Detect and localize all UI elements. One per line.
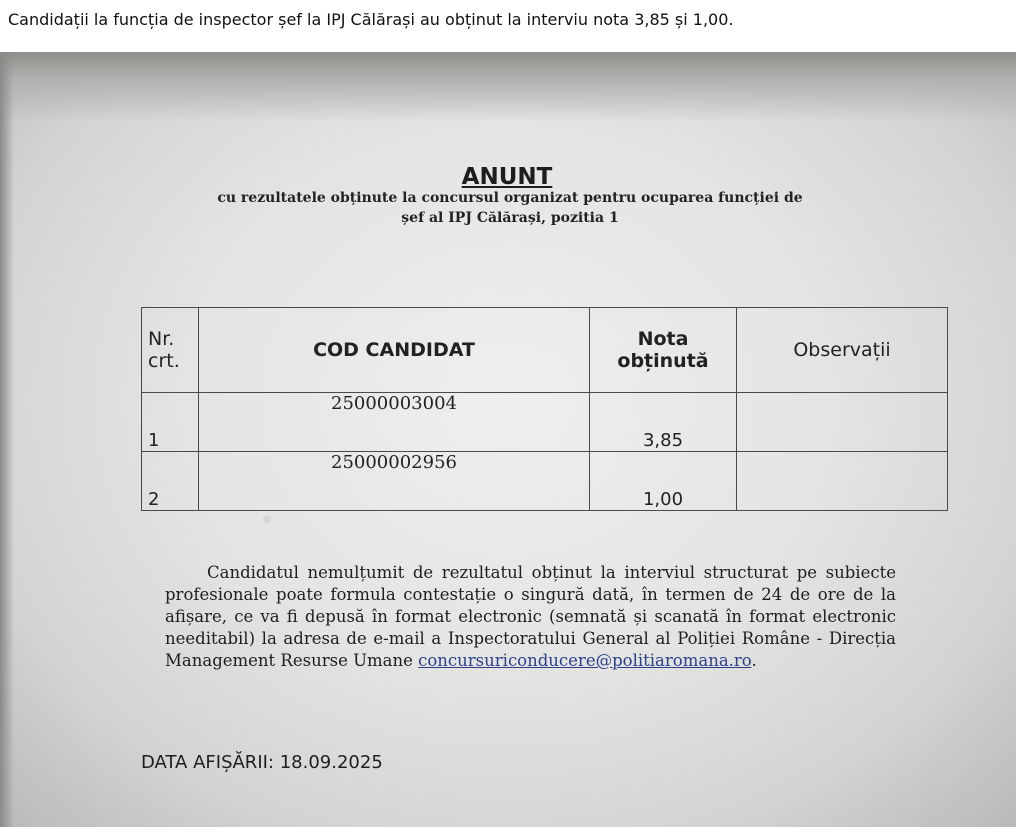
posting-date: DATA AFIȘĂRII: 18.09.2025 — [141, 752, 383, 773]
email-link[interactable]: concursuriconducere@politiaromana.ro — [418, 651, 752, 670]
row-nota: 3,85 — [590, 393, 737, 452]
table-row — [142, 393, 948, 452]
table-row — [142, 452, 948, 511]
subtitle-line-2: șef al IPJ Călărași, pozitia 1 — [401, 210, 619, 226]
article-caption: Candidații la funcția de inspector șef la IPJ Călărași au obținut la interviu nota 3,85 și 1,00. — [8, 10, 734, 29]
notice-paper — [0, 52, 1016, 827]
row-observatii — [737, 452, 948, 511]
header-cod-candidat: COD CANDIDAT — [199, 308, 590, 393]
photo-of-notice — [0, 52, 1016, 827]
row-nota: 1,00 — [590, 452, 737, 511]
header-observatii: Observații — [737, 308, 948, 393]
row-nr: 1 — [142, 393, 199, 452]
header-nota: Nota obținută — [590, 308, 737, 393]
paragraph-end: . — [751, 651, 757, 670]
subtitle-line-1: cu rezultatele obținute la concursul organizat pentru ocuparea funcției de — [217, 190, 803, 206]
row-observatii — [737, 393, 948, 452]
results-table — [141, 307, 948, 511]
notice-title: ANUNT — [461, 164, 553, 190]
row-cod-candidat: 25000003004 — [199, 393, 590, 452]
row-cod-candidat: 25000002956 — [199, 452, 590, 511]
header-nr: Nr. crt. — [142, 308, 199, 393]
contestation-paragraph — [165, 562, 896, 672]
paragraph-text: Candidatul nemulțumit de rezultatul obținut la interviul structurat pe subiecte profesionale poate formula contestație o singură dată, în termen de 24 de ore de la afișare, ce va fi depusă în format electronic (semnată și scanată în format electronic needitabil) la adresa de e-mail a Inspectoratului General al Poliției Române - Direcția Management Resurse Umane — [165, 563, 896, 670]
row-nr: 2 — [142, 452, 199, 511]
paper-speck — [263, 515, 271, 523]
notice-subtitle — [190, 188, 830, 228]
table-header-row — [142, 308, 948, 393]
